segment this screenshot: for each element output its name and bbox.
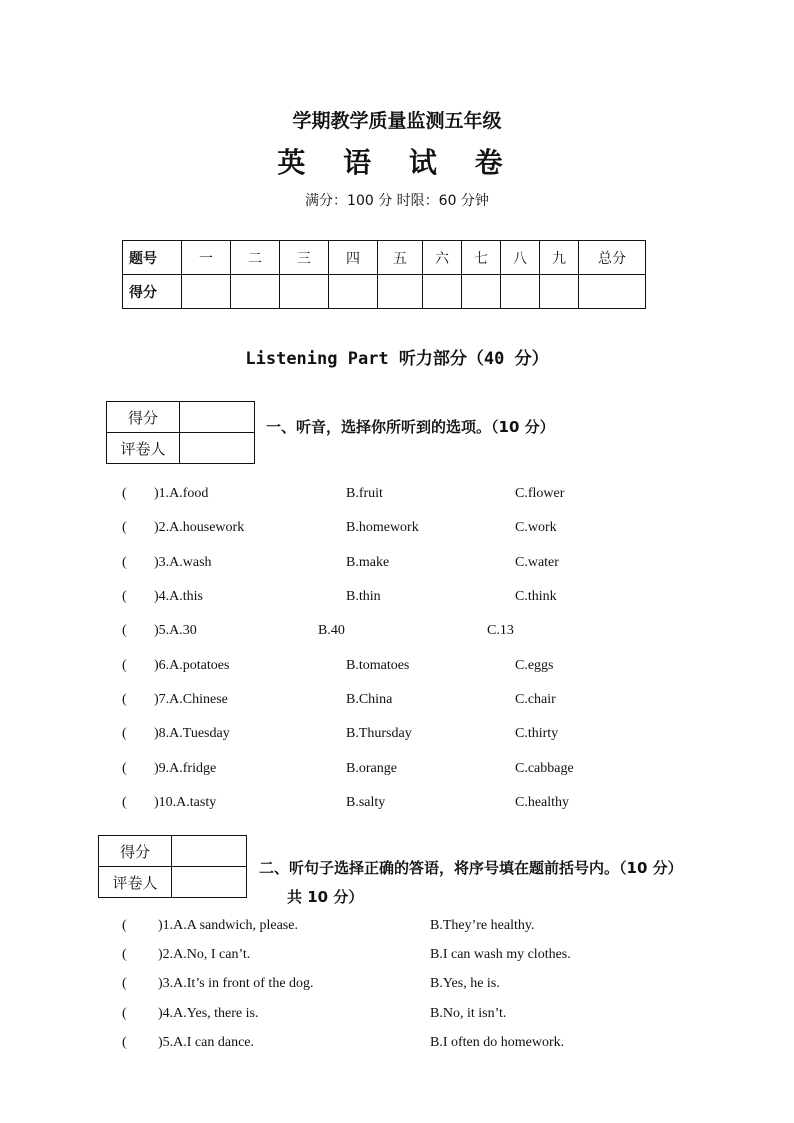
exam-header-title: 学期教学质量监测五年级 — [292, 110, 502, 132]
total-score-cell — [579, 275, 646, 309]
option-b: B.40 — [318, 623, 345, 638]
score-cell — [462, 275, 501, 309]
option-a: )4.A.Yes, there is. — [158, 1006, 259, 1021]
exam-info: 满分：100 分 时限：60 分钟 — [305, 193, 489, 209]
grader-name-label: 评卷人 — [107, 433, 180, 464]
column-1: 一 — [182, 241, 231, 275]
grader-score-cell — [180, 402, 255, 433]
grader-name-label: 评卷人 — [99, 867, 172, 898]
option-c: C.cabbage — [515, 761, 574, 776]
grader-score-label: 得分 — [99, 836, 172, 867]
score-cell — [182, 275, 231, 309]
option-b: B.salty — [346, 795, 386, 810]
section2-title: 二、听句子选择正确的答语，将序号填在题前括号内。（10 分） — [259, 859, 683, 877]
option-a: )3.A.wash — [154, 555, 212, 570]
total-label: 总分 — [579, 241, 646, 275]
score-cell — [280, 275, 329, 309]
answer-paren[interactable]: ( — [122, 761, 127, 776]
score-cell — [423, 275, 462, 309]
exam-subject-title: 英 语 试 卷 — [277, 146, 517, 179]
grader-score-label: 得分 — [107, 402, 180, 433]
option-c: C.water — [515, 555, 559, 570]
option-c: C.chair — [515, 692, 556, 707]
listening-part-title: Listening Part 听力部分（40 分） — [245, 349, 549, 369]
answer-paren[interactable]: ( — [122, 947, 127, 962]
option-a: )1.A.A sandwich, please. — [158, 918, 298, 933]
option-a: )5.A.I can dance. — [158, 1035, 255, 1050]
answer-paren[interactable]: ( — [122, 658, 127, 673]
option-c: C.think — [515, 589, 557, 604]
column-2: 二 — [231, 241, 280, 275]
option-a: )6.A.potatoes — [154, 658, 230, 673]
answer-paren[interactable]: ( — [122, 918, 127, 933]
option-a: )4.A.this — [154, 589, 203, 604]
option-b: B.I often do homework. — [430, 1035, 565, 1050]
option-a: )5.A.30 — [154, 623, 197, 638]
grader-box-2 — [98, 835, 247, 898]
answer-paren[interactable]: ( — [122, 1035, 127, 1050]
grader-name-cell — [180, 433, 255, 464]
option-c: C.13 — [487, 623, 514, 638]
score-cell — [378, 275, 423, 309]
option-a: )3.A.It’s in front of the dog. — [158, 976, 314, 991]
section1-title: 一、听音，选择你所听到的选项。（10 分） — [266, 418, 555, 436]
option-b: B.thin — [346, 589, 381, 604]
option-b: B.make — [346, 555, 390, 570]
answer-paren[interactable]: ( — [122, 795, 127, 810]
option-c: C.flower — [515, 486, 565, 501]
score-cell — [329, 275, 378, 309]
score-cell — [231, 275, 280, 309]
answer-paren[interactable]: ( — [122, 520, 127, 535]
answer-paren[interactable]: ( — [122, 623, 127, 638]
answer-paren[interactable]: ( — [122, 555, 127, 570]
column-4: 四 — [329, 241, 378, 275]
answer-paren[interactable]: ( — [122, 726, 127, 741]
option-a: )1.A.food — [154, 486, 209, 501]
section2-title-continued: 共 10 分） — [287, 888, 364, 906]
option-b: B.Yes, he is. — [430, 976, 500, 991]
option-b: B.I can wash my clothes. — [430, 947, 571, 962]
column-9: 九 — [540, 241, 579, 275]
answer-paren[interactable]: ( — [122, 1006, 127, 1021]
question-number-label: 题号 — [123, 241, 182, 275]
grader-score-cell — [172, 836, 247, 867]
option-b: B.Thursday — [346, 726, 412, 741]
score-table — [122, 240, 646, 309]
grader-name-cell — [172, 867, 247, 898]
answer-paren[interactable]: ( — [122, 692, 127, 707]
option-a: )8.A.Tuesday — [154, 726, 230, 741]
option-b: B.China — [346, 692, 393, 707]
answer-paren[interactable]: ( — [122, 486, 127, 501]
option-c: C.healthy — [515, 795, 570, 810]
option-c: C.eggs — [515, 658, 554, 673]
option-a: )7.A.Chinese — [154, 692, 228, 707]
option-a: )9.A.fridge — [154, 761, 217, 776]
option-b: B.homework — [346, 520, 419, 535]
column-6: 六 — [423, 241, 462, 275]
option-c: C.work — [515, 520, 557, 535]
option-a: )10.A.tasty — [154, 795, 217, 810]
column-8: 八 — [501, 241, 540, 275]
option-b: B.tomatoes — [346, 658, 410, 673]
option-a: )2.A.No, I can’t. — [158, 947, 251, 962]
column-5: 五 — [378, 241, 423, 275]
option-a: )2.A.housework — [154, 520, 245, 535]
option-b: B.fruit — [346, 486, 383, 501]
option-b: B.They’re healthy. — [430, 918, 535, 933]
column-7: 七 — [462, 241, 501, 275]
score-cell — [501, 275, 540, 309]
score-cell — [540, 275, 579, 309]
score-label: 得分 — [123, 275, 182, 309]
answer-paren[interactable]: ( — [122, 976, 127, 991]
option-c: C.thirty — [515, 726, 559, 741]
option-b: B.No, it isn’t. — [430, 1006, 507, 1021]
answer-paren[interactable]: ( — [122, 589, 127, 604]
option-b: B.orange — [346, 761, 397, 776]
score-table-header-row — [123, 241, 646, 275]
column-3: 三 — [280, 241, 329, 275]
score-table-score-row — [123, 275, 646, 309]
grader-box-1 — [106, 401, 255, 464]
